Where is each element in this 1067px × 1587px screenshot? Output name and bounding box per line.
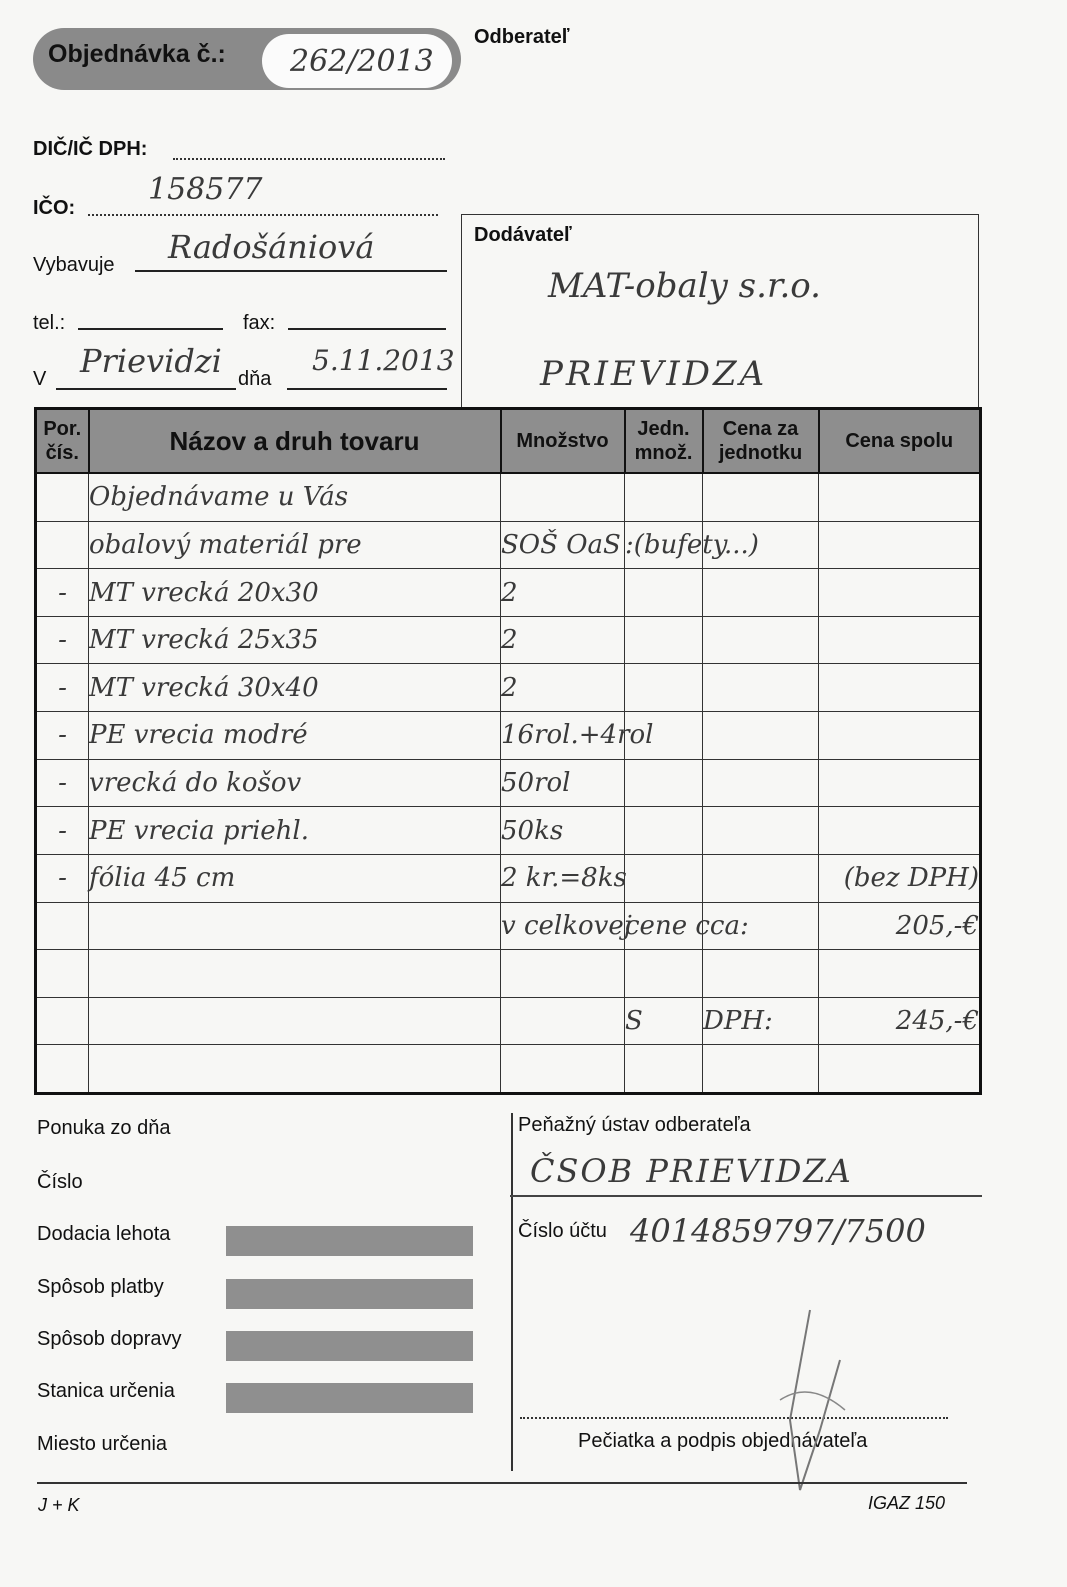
table-header-row	[36, 409, 981, 474]
header-qty: Množstvo	[501, 409, 625, 474]
cell-unit: cene cca:	[625, 902, 703, 950]
order-label: Objednávka č.:	[48, 40, 226, 68]
cell-unit: :(bufety...)	[625, 521, 703, 569]
cell-por: -	[36, 664, 89, 712]
cell-por	[36, 997, 89, 1045]
cell-unit	[625, 759, 703, 807]
cell-por	[36, 950, 89, 998]
cell-name	[89, 1045, 501, 1094]
dna-value: 5.11.2013	[312, 344, 455, 377]
signature-label: Pečiatka a podpis objednávateľa	[578, 1430, 868, 1452]
cell-unit: S	[625, 997, 703, 1045]
cell-price	[703, 1045, 819, 1094]
cell-qty: 2	[501, 569, 625, 617]
table-row	[36, 712, 981, 760]
bank-line	[510, 1195, 982, 1197]
account-value: 4014859797/7500	[630, 1212, 926, 1250]
cell-qty: 2	[501, 664, 625, 712]
cell-unit	[625, 569, 703, 617]
footer-left: J + K	[38, 1495, 80, 1515]
order-number-value: 262/2013	[290, 44, 434, 79]
cell-qty	[501, 997, 625, 1045]
ico-label: IČO:	[33, 197, 76, 219]
supplier-city: PRIEVIDZA	[540, 354, 768, 394]
cell-unit	[625, 807, 703, 855]
fax-label: fax:	[243, 312, 276, 334]
cell-qty: 2 kr.=8ks	[501, 854, 625, 902]
table-row	[36, 807, 981, 855]
cell-por	[36, 902, 89, 950]
footer-right: IGAZ 150	[868, 1493, 946, 1513]
account-label: Číslo účtu	[518, 1220, 607, 1242]
cell-total	[819, 616, 981, 664]
cell-total	[819, 759, 981, 807]
cell-name: MT vrecká 25x35	[89, 616, 501, 664]
customer-label: Odberateľ	[474, 26, 570, 48]
cell-price	[703, 569, 819, 617]
cell-por	[36, 521, 89, 569]
cell-por: -	[36, 616, 89, 664]
cell-total	[819, 521, 981, 569]
table-row	[36, 664, 981, 712]
cell-qty	[501, 473, 625, 521]
table-row	[36, 902, 981, 950]
cell-price	[703, 473, 819, 521]
cell-name: fólia 45 cm	[89, 854, 501, 902]
dodacia-label: Dodacia lehota	[37, 1223, 171, 1245]
header-total: Cena spolu	[819, 409, 981, 474]
cell-price: DPH:	[703, 997, 819, 1045]
supplier-name: MAT-obaly s.r.o.	[548, 266, 821, 306]
ponuka-label: Ponuka zo dňa	[37, 1117, 171, 1139]
table-row	[36, 569, 981, 617]
cell-qty: 50ks	[501, 807, 625, 855]
cell-por: -	[36, 759, 89, 807]
cell-total	[819, 950, 981, 998]
cell-qty: 2	[501, 616, 625, 664]
cell-price	[703, 712, 819, 760]
header-name: Názov a druh tovaru	[89, 409, 501, 474]
cell-name: vrecká do košov	[89, 759, 501, 807]
doprava-label: Spôsob dopravy	[37, 1328, 182, 1350]
stanica-bar	[226, 1383, 473, 1413]
cell-total	[819, 807, 981, 855]
tel-label: tel.:	[33, 312, 66, 334]
v-value: Prievidzi	[80, 342, 222, 380]
bank-value: ČSOB PRIEVIDZA	[530, 1152, 853, 1190]
cell-price	[703, 759, 819, 807]
cell-unit	[625, 664, 703, 712]
cell-name: MT vrecká 20x30	[89, 569, 501, 617]
cell-unit	[625, 1045, 703, 1094]
header-unit: Jedn. množ.	[625, 409, 703, 474]
signature-mark	[750, 1300, 870, 1500]
bank-label: Peňažný ústav odberateľa	[518, 1114, 751, 1136]
cell-name: PE vrecia modré	[89, 712, 501, 760]
table-row	[36, 950, 981, 998]
cell-por: -	[36, 854, 89, 902]
bottom-divider	[511, 1113, 513, 1471]
cell-unit	[625, 473, 703, 521]
cell-name: MT vrecká 30x40	[89, 664, 501, 712]
cell-qty: v celkovej	[501, 902, 625, 950]
vybavuje-label: Vybavuje	[33, 254, 115, 276]
cell-por	[36, 473, 89, 521]
platba-bar	[226, 1279, 473, 1309]
cell-price	[703, 807, 819, 855]
table-row	[36, 854, 981, 902]
cell-price	[703, 854, 819, 902]
table-row	[36, 473, 981, 521]
table-row	[36, 997, 981, 1045]
vybavuje-value: Radošániová	[168, 228, 375, 266]
cell-qty: 16rol.+4rol	[501, 712, 625, 760]
cell-total	[819, 473, 981, 521]
cell-name	[89, 997, 501, 1045]
stanica-label: Stanica určenia	[37, 1380, 175, 1402]
cell-total: 245,-€	[819, 997, 981, 1045]
cell-total: 205,-€	[819, 902, 981, 950]
cell-por	[36, 1045, 89, 1094]
cell-price	[703, 664, 819, 712]
table-row	[36, 521, 981, 569]
cislo-label: Číslo	[37, 1171, 83, 1193]
items-table	[34, 407, 982, 1095]
cell-qty	[501, 1045, 625, 1094]
table-row	[36, 616, 981, 664]
header-unit-price: Cena za jednotku	[703, 409, 819, 474]
cell-name: PE vrecia priehl.	[89, 807, 501, 855]
cell-por: -	[36, 807, 89, 855]
table-row	[36, 759, 981, 807]
signature-line	[520, 1417, 948, 1419]
dic-field	[173, 142, 445, 160]
cell-unit	[625, 950, 703, 998]
cell-name	[89, 902, 501, 950]
platba-label: Spôsob platby	[37, 1276, 164, 1298]
cell-name	[89, 950, 501, 998]
dna-label: dňa	[238, 368, 272, 390]
cell-total	[819, 569, 981, 617]
ico-field	[88, 198, 438, 216]
cell-total	[819, 664, 981, 712]
dic-label: DIČ/IČ DPH:	[33, 138, 148, 160]
dodacia-bar	[226, 1226, 473, 1256]
table-row	[36, 1045, 981, 1094]
cell-qty	[501, 950, 625, 998]
cell-price	[703, 950, 819, 998]
footer-line	[37, 1482, 967, 1484]
tel-field	[78, 312, 223, 330]
fax-field	[288, 312, 446, 330]
supplier-label: Dodávateľ	[474, 224, 572, 246]
items-body	[36, 473, 981, 1094]
ico-value: 158577	[148, 172, 263, 207]
cell-total: (bez DPH)	[819, 854, 981, 902]
cell-price	[703, 616, 819, 664]
cell-name: obalový materiál pre	[89, 521, 501, 569]
cell-unit	[625, 616, 703, 664]
cell-qty: SOŠ OaS	[501, 521, 625, 569]
cell-por: -	[36, 569, 89, 617]
miesto-label: Miesto určenia	[37, 1433, 168, 1455]
cell-total	[819, 1045, 981, 1094]
cell-total	[819, 712, 981, 760]
v-label: V	[33, 368, 47, 390]
doprava-bar	[226, 1331, 473, 1361]
cell-qty: 50rol	[501, 759, 625, 807]
header-por: Por. čís.	[36, 409, 89, 474]
cell-por: -	[36, 712, 89, 760]
cell-name: Objednávame u Vás	[89, 473, 501, 521]
cell-unit	[625, 854, 703, 902]
